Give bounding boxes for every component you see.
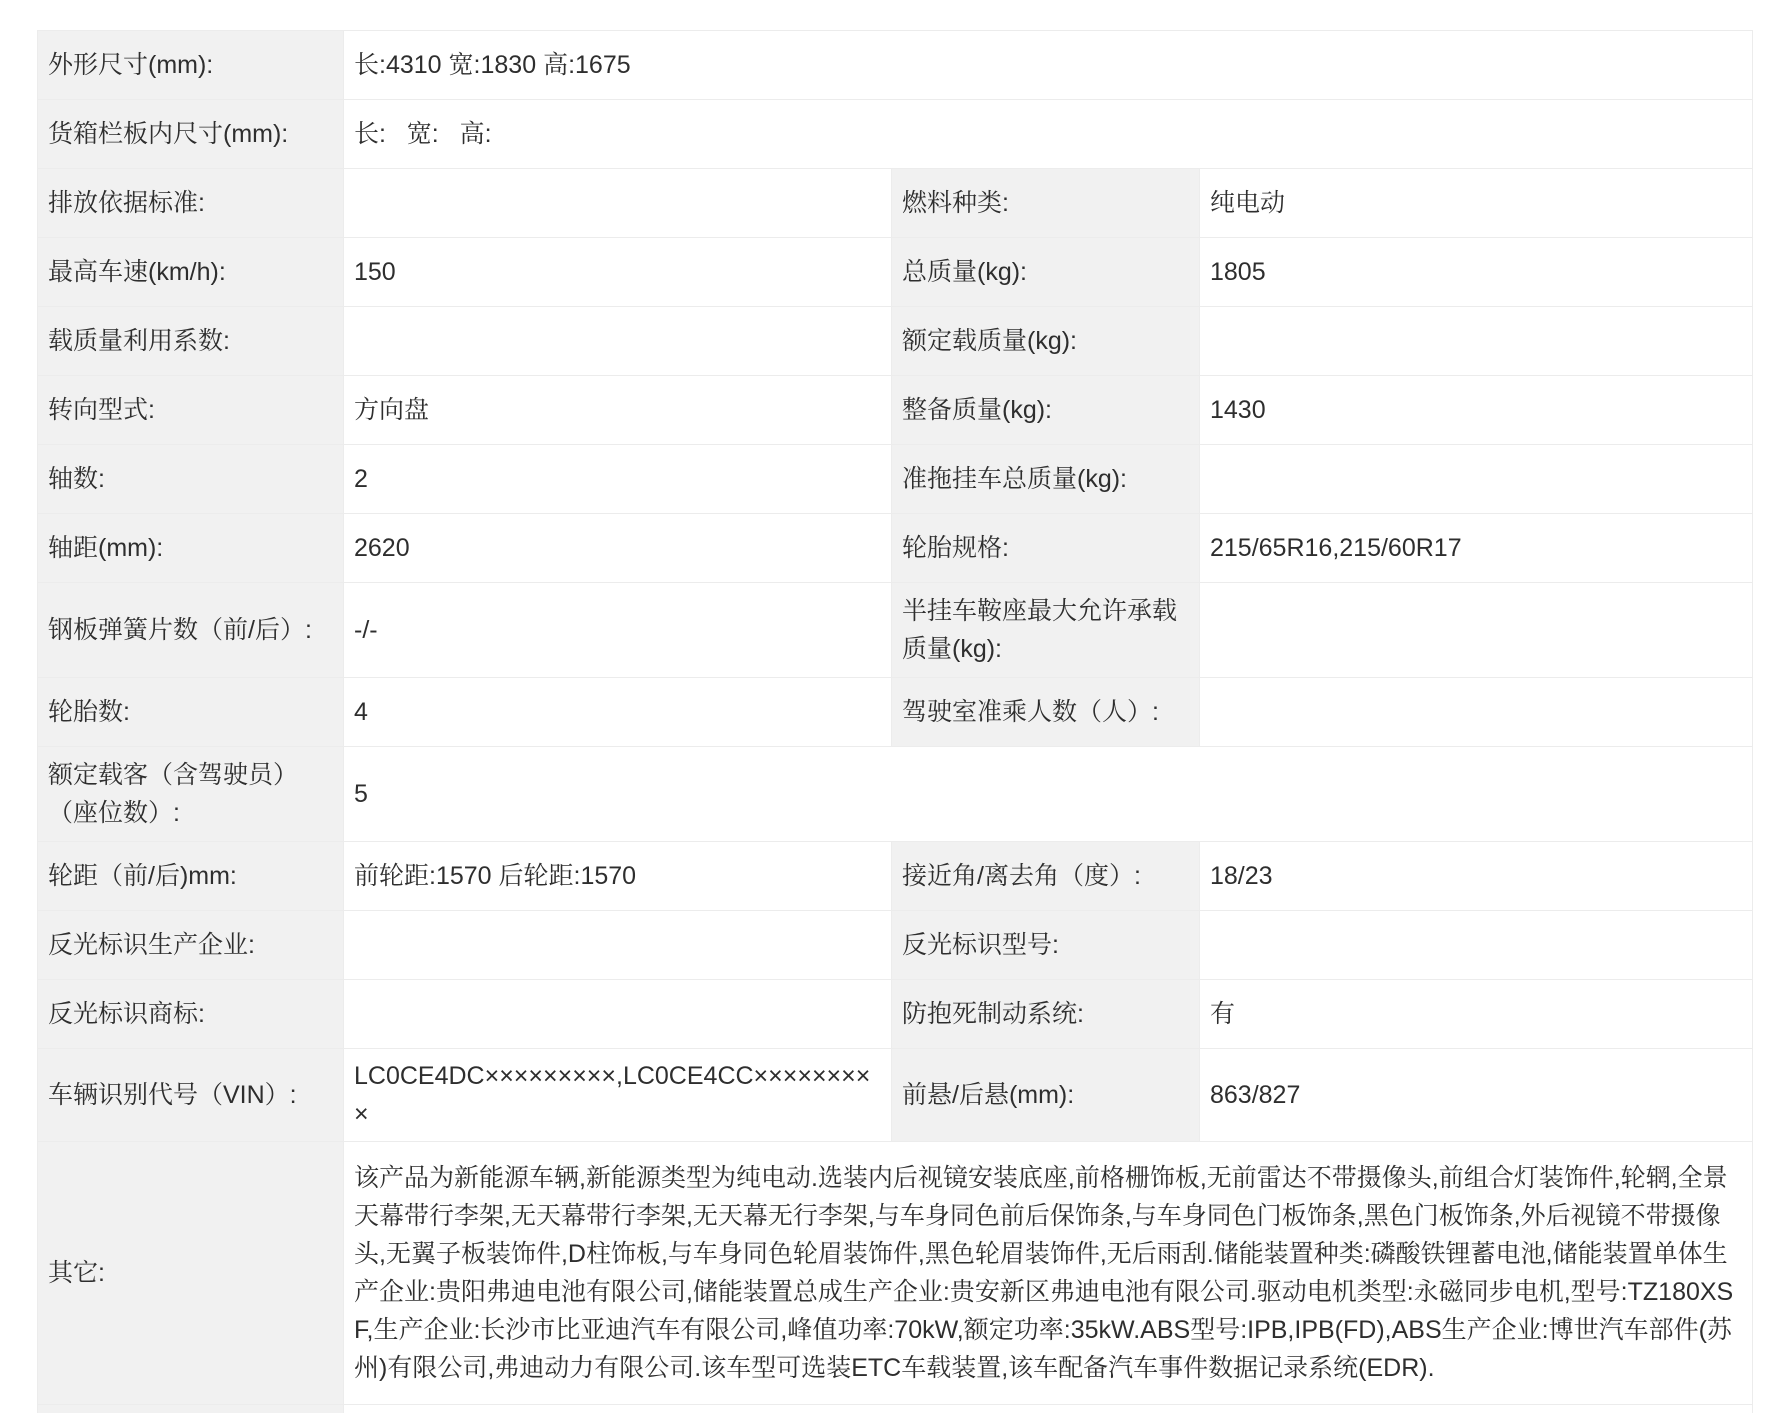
spec-value [1200, 583, 1753, 678]
spec-value: 纯电动 [1200, 169, 1753, 238]
spec-value [1200, 445, 1753, 514]
spec-label: 接近角/离去角（度）: [892, 842, 1200, 911]
spec-label: 半挂车鞍座最大允许承载质量(kg): [892, 583, 1200, 678]
spec-label: 车辆识别代号（VIN）: [38, 1049, 344, 1142]
spec-label: 总质量(kg): [892, 238, 1200, 307]
spec-value [1200, 307, 1753, 376]
spec-value [344, 169, 892, 238]
spec-label: 防抱死制动系统: [892, 980, 1200, 1049]
spec-value: 5 [344, 747, 1753, 842]
spec-label: 轮胎数: [38, 678, 344, 747]
spec-row [38, 376, 1753, 445]
spec-label: 额定载客（含驾驶员）（座位数）: [38, 747, 344, 842]
spec-value-tail [344, 1405, 1753, 1413]
spec-value: 4 [344, 678, 892, 747]
spec-value-vin: LC0CE4DC×××××××××,LC0CE4CC××××××××× [344, 1049, 892, 1142]
spec-row-other [38, 1142, 1753, 1405]
spec-row [38, 911, 1753, 980]
spec-label: 货箱栏板内尺寸(mm): [38, 100, 344, 169]
spec-row-tail [38, 1405, 1753, 1413]
spec-row [38, 169, 1753, 238]
spec-value: 18/23 [1200, 842, 1753, 911]
spec-row [38, 980, 1753, 1049]
spec-row [38, 307, 1753, 376]
spec-label: 整备质量(kg): [892, 376, 1200, 445]
spec-row-seats [38, 747, 1753, 842]
spec-label: 轴距(mm): [38, 514, 344, 583]
spec-label: 其它: [38, 1142, 344, 1405]
spec-label: 轮胎规格: [892, 514, 1200, 583]
spec-label: 排放依据标准: [38, 169, 344, 238]
spec-label: 额定载质量(kg): [892, 307, 1200, 376]
spec-value: 150 [344, 238, 892, 307]
spec-row [38, 445, 1753, 514]
spec-label: 最高车速(km/h): [38, 238, 344, 307]
spec-row [38, 842, 1753, 911]
spec-value: 前轮距:1570 后轮距:1570 [344, 842, 892, 911]
spec-label: 反光标识生产企业: [38, 911, 344, 980]
spec-value: 863/827 [1200, 1049, 1753, 1142]
spec-value: 方向盘 [344, 376, 892, 445]
spec-value: 1805 [1200, 238, 1753, 307]
spec-label: 反光标识型号: [892, 911, 1200, 980]
spec-label: 驾驶室准乘人数（人）: [892, 678, 1200, 747]
spec-value [344, 980, 892, 1049]
spec-value [344, 911, 892, 980]
spec-value: 有 [1200, 980, 1753, 1049]
spec-value [1200, 911, 1753, 980]
spec-value: 215/65R16,215/60R17 [1200, 514, 1753, 583]
spec-value: 1430 [1200, 376, 1753, 445]
spec-label: 载质量利用系数: [38, 307, 344, 376]
spec-label: 反光标识商标: [38, 980, 344, 1049]
spec-row [38, 238, 1753, 307]
spec-value: 长:4310 宽:1830 高:1675 [344, 31, 1753, 100]
spec-label: 准拖挂车总质量(kg): [892, 445, 1200, 514]
spec-row-cargo-dimensions [38, 100, 1753, 169]
spec-label: 钢板弹簧片数（前/后）: [38, 583, 344, 678]
spec-row [38, 678, 1753, 747]
spec-value: 2 [344, 445, 892, 514]
spec-row [38, 1049, 1753, 1142]
spec-value: 2620 [344, 514, 892, 583]
vehicle-spec-table [37, 30, 1753, 1413]
spec-row-dimensions [38, 31, 1753, 100]
spec-row [38, 583, 1753, 678]
spec-value: 长: 宽: 高: [344, 100, 1753, 169]
spec-row [38, 514, 1753, 583]
spec-value [1200, 678, 1753, 747]
spec-label: 轮距（前/后)mm: [38, 842, 344, 911]
spec-value [344, 307, 892, 376]
spec-value-other: 该产品为新能源车辆,新能源类型为纯电动.选装内后视镜安装底座,前格栅饰板,无前雷达不带摄像头,前组合灯装饰件,轮辋,全景天幕带行李架,无天幕带行李架,无天幕无行李架,与车身同色前后保饰条,与车身同色门板饰条,黑色门板饰条,外后视镜不带摄像头,无翼子板装饰件,D柱饰板,与车身同色轮眉装饰件,黑色轮眉装饰件,无后雨刮.储能装置种类:磷酸铁锂蓄电池,储能装置单体生产企业:贵阳弗迪电池有限公司,储能装置总成生产企业:贵安新区弗迪电池有限公司.驱动电机类型:永磁同步电机,型号:TZ180XSF,生产企业:长沙市比亚迪汽车有限公司,峰值功率:70kW,额定功率:35kW.ABS型号:IPB,IPB(FD),ABS生产企业:博世汽车部件(苏州)有限公司,弗迪动力有限公司.该车型可选装ETC车载装置,该车配备汽车事件数据记录系统(EDR). [344, 1142, 1753, 1405]
spec-label-tail [38, 1405, 344, 1413]
spec-value: -/- [344, 583, 892, 678]
spec-label: 外形尺寸(mm): [38, 31, 344, 100]
spec-label: 轴数: [38, 445, 344, 514]
spec-label: 转向型式: [38, 376, 344, 445]
spec-label: 前悬/后悬(mm): [892, 1049, 1200, 1142]
spec-label: 燃料种类: [892, 169, 1200, 238]
